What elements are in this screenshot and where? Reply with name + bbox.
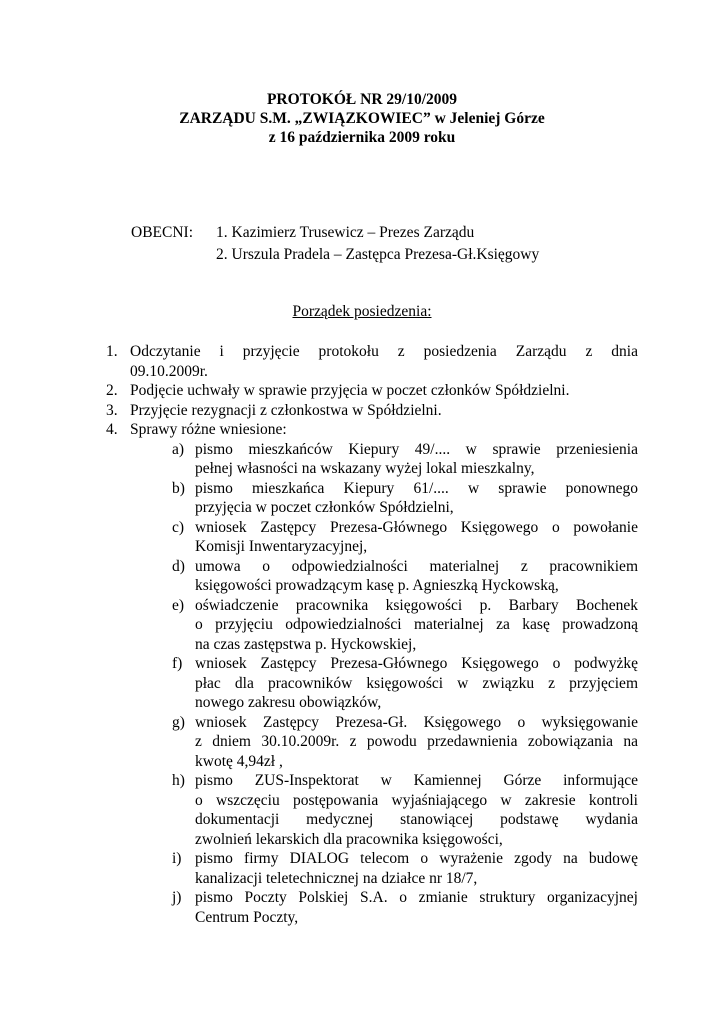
agenda-item-text: Odczytanie i przyjęcie protokołu z posiedzenia Zarządu z dnia xyxy=(130,343,638,360)
agenda-item-text: 09.10.2009r. xyxy=(130,362,208,380)
attendees-label: OBECNI: xyxy=(131,224,193,241)
agenda-item-number: 4. xyxy=(106,421,118,438)
subitem-text: Komisji Inwentaryzacyjnej, xyxy=(195,538,368,555)
subitem-text: nowego zakresu obowiązków, xyxy=(195,694,382,711)
subitem-text: pismo ZUS-Inspektorat w Kamiennej Górze informujące xyxy=(195,772,638,789)
subitem-text: pełnej własności na wskazany wyżej lokal mieszkalny, xyxy=(195,460,535,477)
subitem-text: wniosek Zastępcy Prezesa-Gł. Księgowego o wyksięgowanie xyxy=(195,713,638,731)
subitem-letter: e) xyxy=(172,596,185,614)
title-line-3: z 16 października 2009 roku xyxy=(268,129,456,146)
agenda-item-number: 3. xyxy=(106,401,118,419)
subitem-letter: f) xyxy=(172,655,183,672)
agenda-item-number: 2. xyxy=(106,382,118,399)
subitem-text: pismo mieszkańców Kiepury 49/.... w sprawie przeniesienia xyxy=(195,440,638,458)
subitem-text: pismo firmy DIALOG telecom o wyrażenie zgody na budowę xyxy=(195,850,638,867)
subitem-f xyxy=(172,654,638,713)
subitem-text: pismo Poczty Polskiej S.A. o zmianie struktury organizacyjnej xyxy=(195,889,638,906)
subitem-i xyxy=(172,849,638,888)
agenda-item-text: Sprawy różne wniesione: xyxy=(130,421,287,438)
subitem-d xyxy=(172,557,638,596)
agenda-item-4 xyxy=(106,420,638,440)
subitem-letter: c) xyxy=(172,518,185,536)
subitem-h xyxy=(172,771,638,849)
subitem-letter: a) xyxy=(172,440,185,458)
subitem-text: wniosek Zastępcy Prezesa-Głównego Księgowego o podwyżkę xyxy=(195,655,638,672)
subitem-letter: d) xyxy=(172,557,185,575)
subitem-text: z dniem 30.10.2009r. z powodu przedawnienia zobowiązania na xyxy=(195,733,638,750)
agenda-item-number: 1. xyxy=(106,343,118,360)
document-title xyxy=(0,90,724,147)
subitem-text: pismo mieszkańca Kiepury 61/.... w sprawie ponownego xyxy=(195,479,638,497)
subitem-c xyxy=(172,518,638,557)
subitem-letter: i) xyxy=(172,850,182,867)
title-line-1: PROTOKÓŁ NR 29/10/2009 xyxy=(266,91,458,108)
subitem-letter: b) xyxy=(172,479,185,497)
agenda-item-2 xyxy=(106,381,638,401)
subitem-text: o wszczęciu postępowania wyjaśniającego w zakresie kontroli xyxy=(195,791,638,809)
title-line-2: ZARZĄDU S.M. „ZWIĄZKOWIEC” w Jeleniej Górze xyxy=(179,110,545,127)
subitem-text: o przyjęciu odpowiedzialności materialnej za kasę prowadzoną xyxy=(195,616,638,633)
subitem-g xyxy=(172,713,638,772)
subitem-b xyxy=(172,479,638,518)
agenda-list xyxy=(0,342,724,927)
agenda-title: Porządek posiedzenia: xyxy=(292,303,432,320)
subitem-text: kwotę 4,94zł , xyxy=(195,752,283,770)
subitem-text: płac dla pracowników księgowości w związku z przyjęciem xyxy=(195,674,638,692)
subitem-a xyxy=(172,440,638,479)
subitem-text: Centrum Poczty, xyxy=(195,908,299,926)
subitem-text: dokumentacji medycznej stanowiącej podstawę wydania xyxy=(195,811,638,828)
subitem-text: księgowości prowadzącym kasę p. Agnieszką Hyckowską, xyxy=(195,577,559,594)
subitem-text: kanalizacji teletechnicznej na działce nr 18/7, xyxy=(195,869,478,887)
agenda-item-text: Przyjęcie rezygnacji z członkostwa w Spółdzielni. xyxy=(130,401,442,419)
subitem-letter: g) xyxy=(172,713,185,731)
subitem-text: zwolnień lekarskich dla pracownika księgowości, xyxy=(195,830,503,848)
agenda-item-1 xyxy=(106,342,638,381)
attendee-2: 2. Urszula Pradela – Zastępca Prezesa-Gł.Księgowy xyxy=(216,246,540,263)
subitem-letter: j) xyxy=(172,889,182,906)
subitem-text: oświadczenie pracownika księgowości p. Barbary Bochenek xyxy=(195,596,638,614)
subitem-j xyxy=(172,888,638,927)
subitem-letter: h) xyxy=(172,772,185,789)
subitem-e xyxy=(172,596,638,655)
subitem-text: umowa o odpowiedzialności materialnej z pracownikiem xyxy=(195,557,638,575)
attendee-1: 1. Kazimierz Trusewicz – Prezes Zarządu xyxy=(216,224,475,241)
subitem-text: na czas zastępstwa p. Hyckowskiej, xyxy=(195,635,417,653)
subitem-text: przyjęcia w poczet członków Spółdzielni, xyxy=(195,499,454,516)
subitem-text: wniosek Zastępcy Prezesa-Głównego Księgowego o powołanie xyxy=(195,518,638,536)
agenda-item-text: Podjęcie uchwały w sprawie przyjęcia w poczet członków Spółdzielni. xyxy=(130,382,570,399)
agenda-item-3 xyxy=(106,401,638,421)
